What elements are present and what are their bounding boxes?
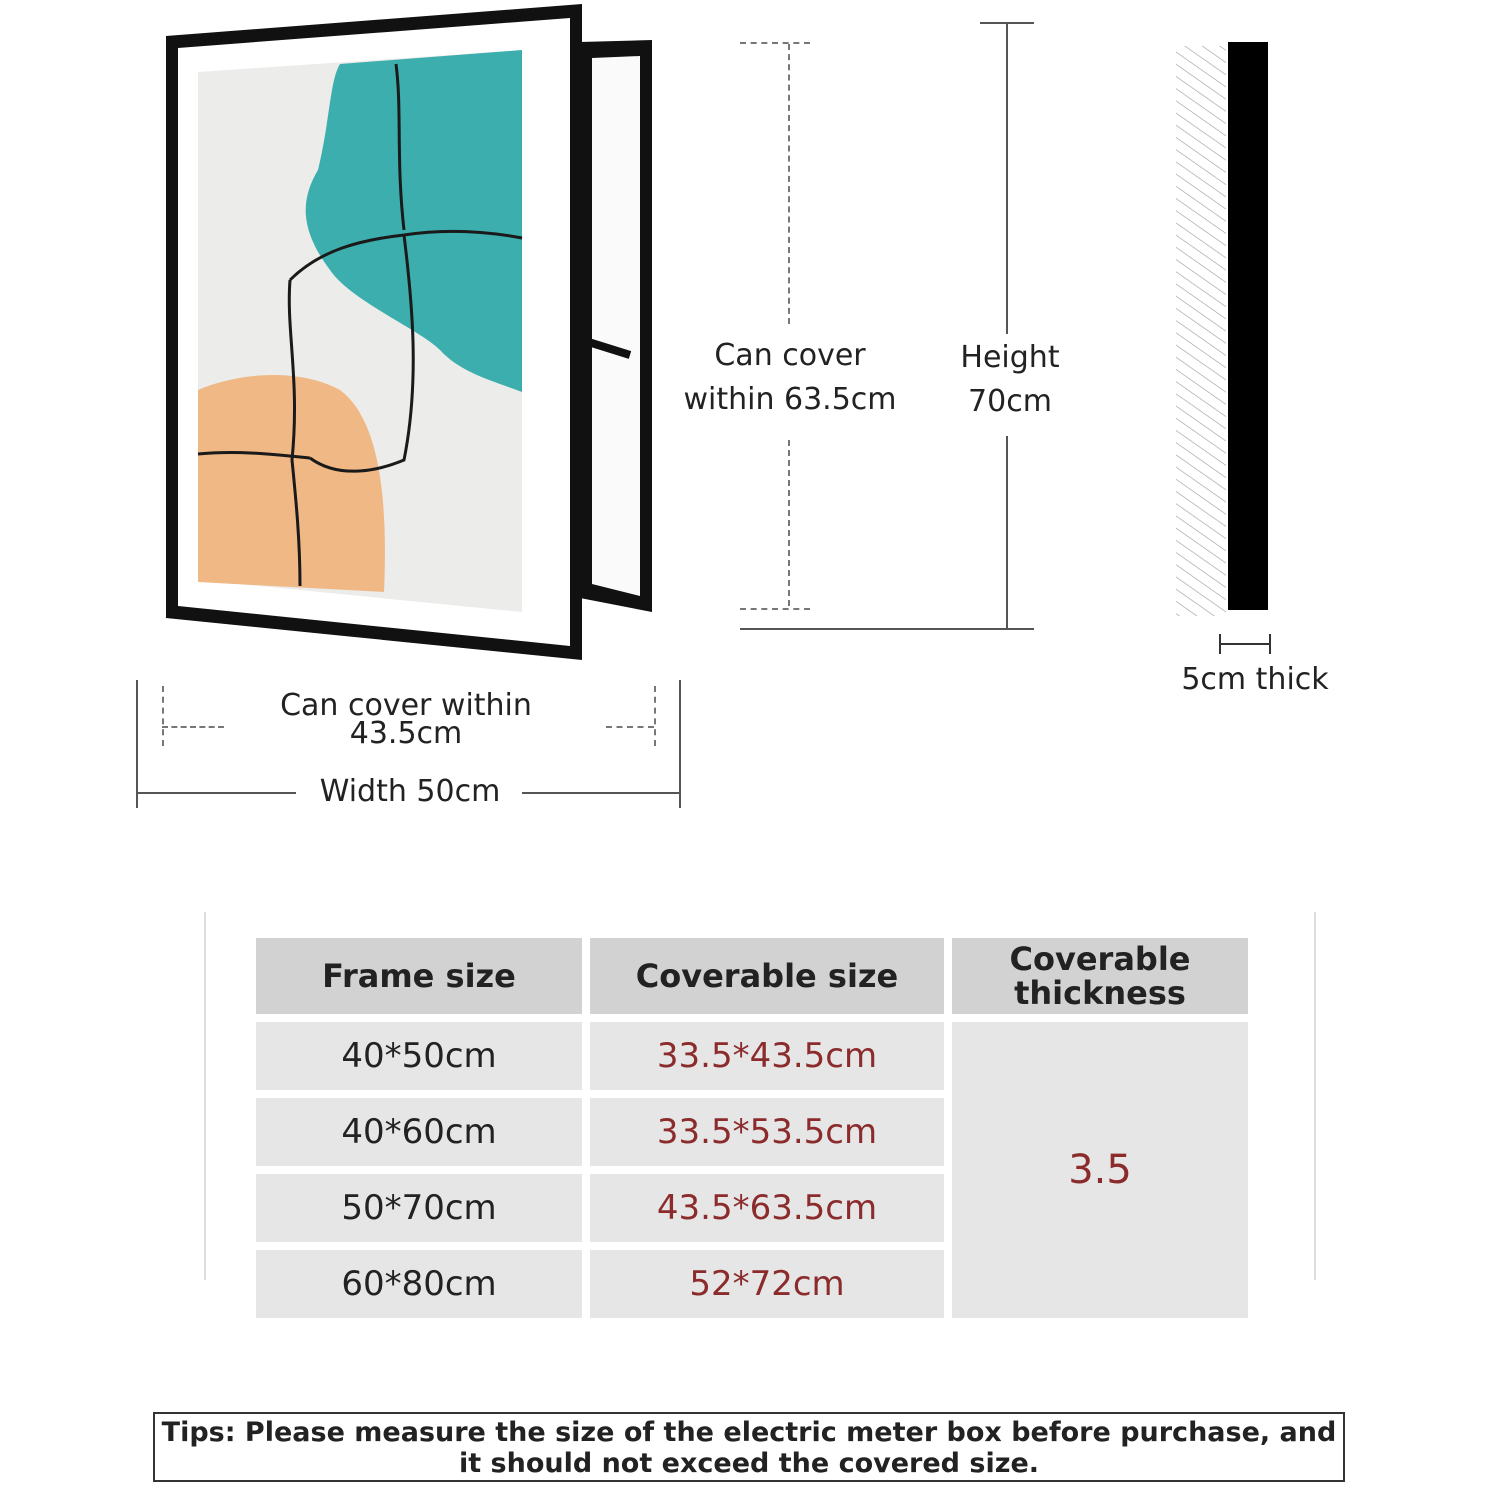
tips-box: Tips: Please measure the size of the electric meter box before purchase, and it should not exceed the covered size. bbox=[153, 1412, 1345, 1482]
header-coverable-thickness: Coverable thickness bbox=[952, 938, 1248, 1014]
thickness-label: 5cm thick bbox=[1181, 662, 1329, 697]
thickness-value-cell: 3.5 bbox=[952, 1022, 1248, 1318]
frame-size-cell: 50*70cm bbox=[256, 1174, 582, 1242]
header-coverable-size: Coverable size bbox=[590, 938, 944, 1014]
width-total-label: Width 50cm bbox=[319, 774, 501, 809]
height-total-label: Height 70cm bbox=[960, 340, 1060, 419]
size-table bbox=[248, 930, 1256, 1326]
frame-illustration bbox=[0, 0, 700, 680]
frame-size-cell: 40*50cm bbox=[256, 1022, 582, 1090]
coverable-size-cell: 43.5*63.5cm bbox=[590, 1174, 944, 1242]
coverable-size-cell: 52*72cm bbox=[590, 1250, 944, 1318]
coverable-size-cell: 33.5*53.5cm bbox=[590, 1098, 944, 1166]
table-header-row bbox=[256, 938, 1248, 1014]
table-row bbox=[256, 1022, 1248, 1090]
frame-size-cell: 40*60cm bbox=[256, 1098, 582, 1166]
wall-hatch bbox=[1176, 46, 1226, 616]
frame-side-profile bbox=[1228, 42, 1268, 610]
header-frame-size: Frame size bbox=[256, 938, 582, 1014]
height-cover-label: Can cover within 63.5cm bbox=[683, 338, 897, 417]
side-view-illustration bbox=[1170, 36, 1280, 616]
width-cover-label: Can cover within 43.5cm bbox=[280, 688, 532, 751]
thickness-marker-icon bbox=[1214, 630, 1278, 658]
coverable-size-cell: 33.5*43.5cm bbox=[590, 1022, 944, 1090]
frame-size-cell: 60*80cm bbox=[256, 1250, 582, 1318]
